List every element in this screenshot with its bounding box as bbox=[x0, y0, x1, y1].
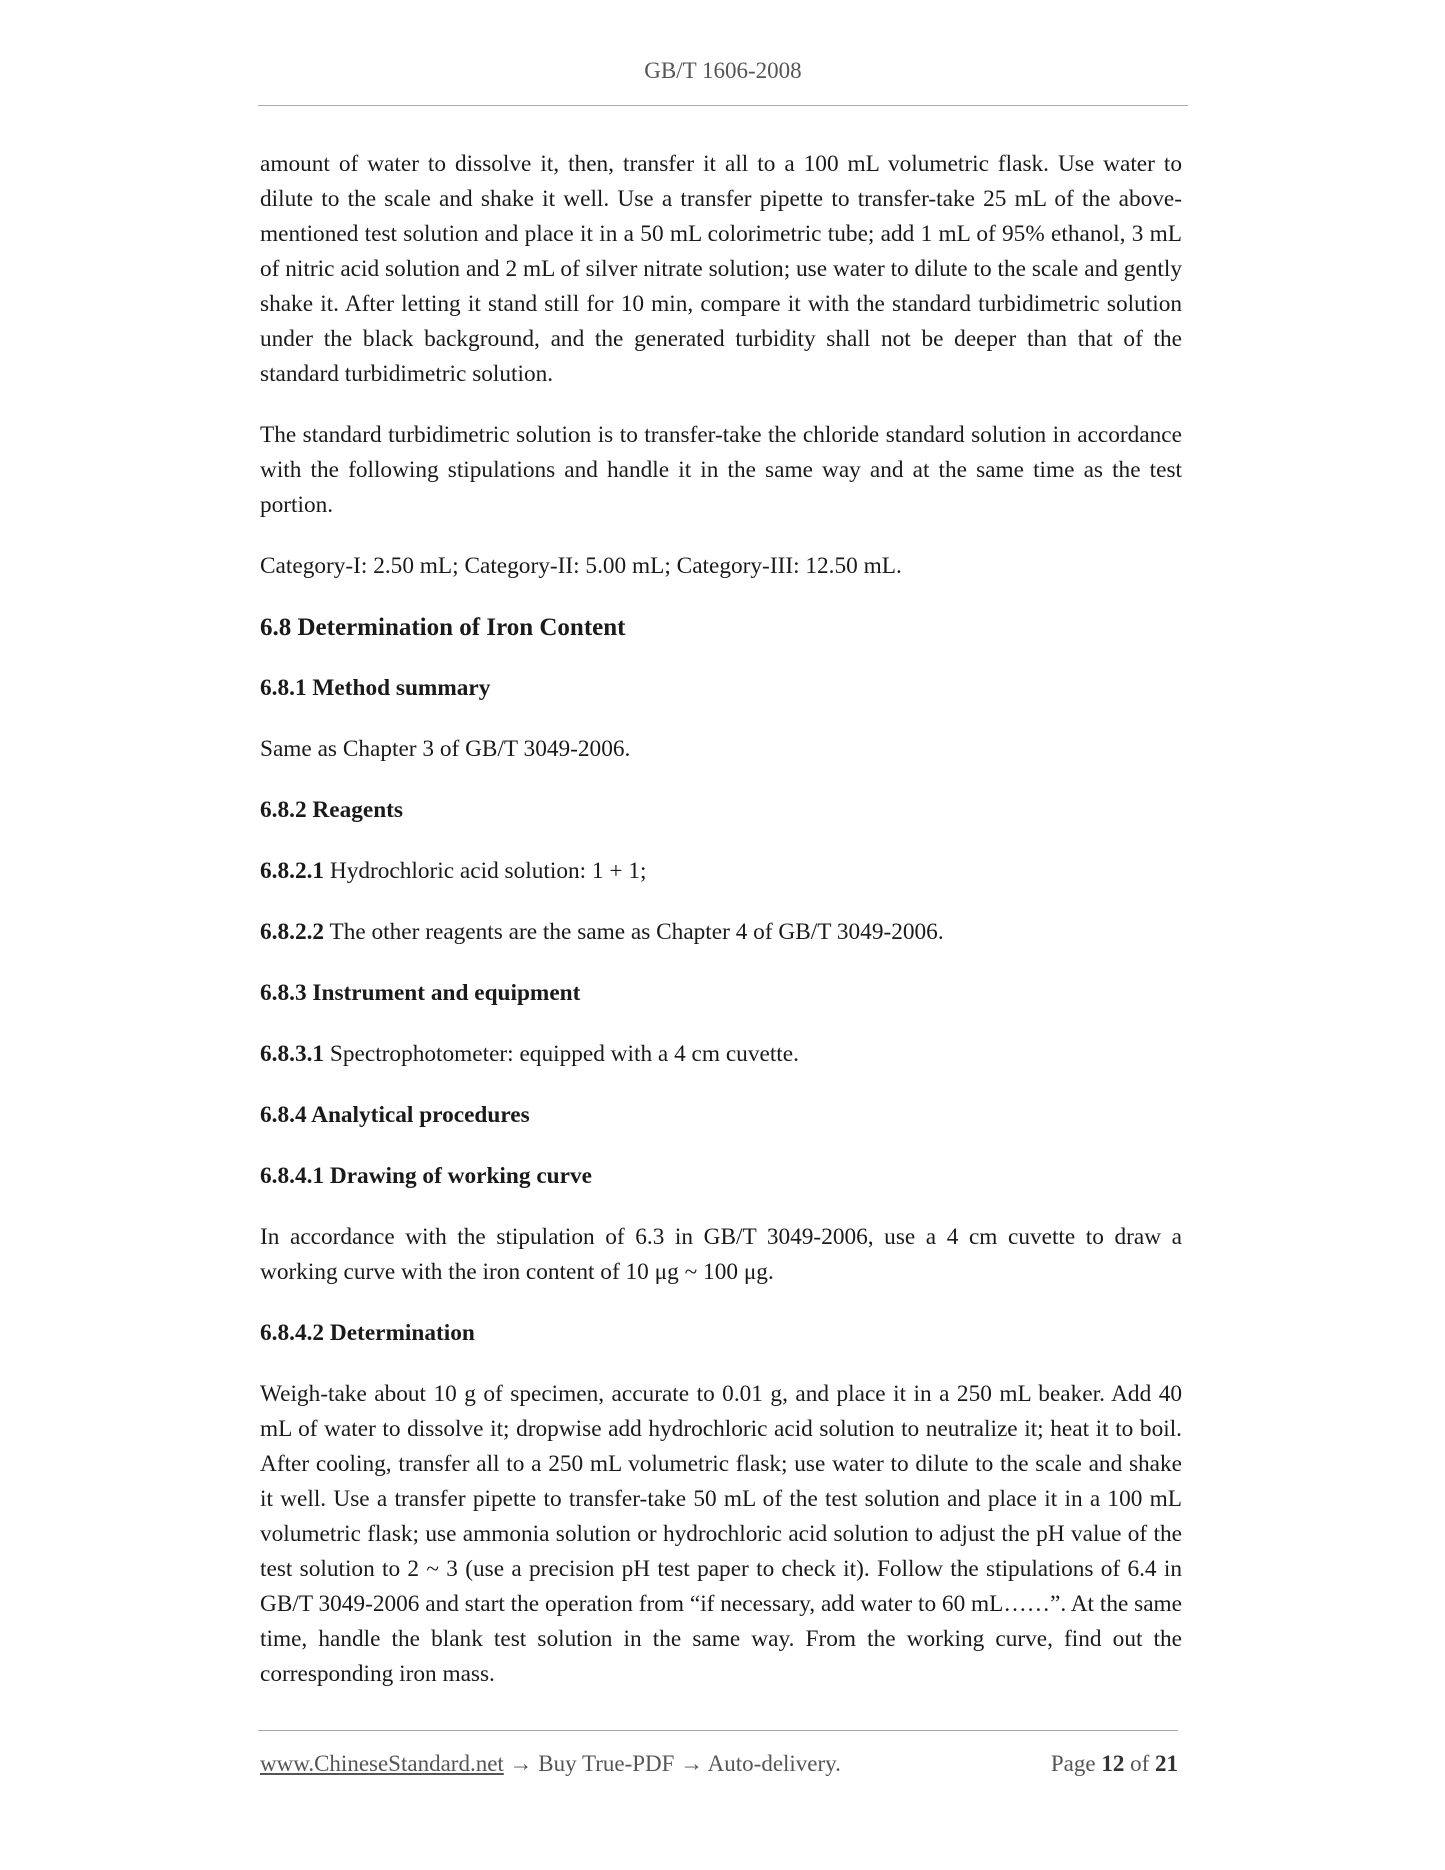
page-header-title: GB/T 1606-2008 bbox=[644, 58, 802, 83]
paragraph-standard-turbidimetric: The standard turbidimetric solution is to transfer-take the chloride standard solution in accordance with the following stipulations and handle it in the same way and at the same time as the test portion. bbox=[260, 422, 1182, 518]
paragraph-categories: Category-I: 2.50 mL; Category-II: 5.00 mL; Category-III: 12.50 mL. bbox=[260, 553, 902, 579]
clause-6-8-3-1 bbox=[260, 1037, 1182, 1072]
page-number-indicator bbox=[1051, 1751, 1178, 1777]
subsection-heading-6-8-2: 6.8.2 Reagents bbox=[260, 797, 404, 823]
footer-website-link[interactable]: www.ChineseStandard.net bbox=[260, 1751, 504, 1776]
page-content bbox=[260, 147, 1182, 1718]
paragraph-working-curve: In accordance with the stipulation of 6.3 in GB/T 3049-2006, use a 4 cm cuvette to draw a working curve with the iron content of 10 μg ~ 100 μg. bbox=[260, 1224, 1182, 1285]
section-heading-6-8: 6.8 Determination of Iron Content bbox=[260, 614, 626, 641]
footer-divider bbox=[258, 1730, 1178, 1731]
paragraph-method-summary: Same as Chapter 3 of GB/T 3049-2006. bbox=[260, 736, 631, 762]
clause-number: 6.8.2.1 bbox=[260, 858, 325, 884]
page-total: 21 bbox=[1155, 1751, 1178, 1776]
subsection-heading-6-8-1: 6.8.1 Method summary bbox=[260, 675, 491, 701]
header-divider bbox=[258, 105, 1188, 106]
footer-tagline: → Buy True-PDF → Auto-delivery. bbox=[503, 1751, 841, 1776]
clause-6-8-2-2 bbox=[260, 915, 1182, 950]
subsection-heading-6-8-4: 6.8.4 Analytical procedures bbox=[260, 1102, 530, 1128]
clause-text: Spectrophotometer: equipped with a 4 cm cuvette. bbox=[324, 1041, 799, 1067]
clause-text: Hydrochloric acid solution: 1 + 1; bbox=[324, 858, 647, 884]
clause-number: 6.8.3.1 bbox=[260, 1041, 325, 1067]
clause-6-8-2-1 bbox=[260, 854, 1182, 889]
page-of-label: of bbox=[1124, 1751, 1155, 1776]
clause-number: 6.8.2.2 bbox=[260, 919, 325, 945]
paragraph-continuation: amount of water to dissolve it, then, transfer it all to a 100 mL volumetric flask. Use water to dilute to the scale and shake it well. Use a transfer pipette to transfer-take 25 mL of the above-mentioned test solution and place it in a 50 mL colorimetric tube; add 1 mL of 95% ethanol, 3 mL of nitric acid solution and 2 mL of silver nitrate solution; use water to dilute to the scale and gently shake it. After letting it stand still for 10 min, compare it with the standard turbidimetric solution under the black background, and the generated turbidity shall not be deeper than that of the standard turbidimetric solution. bbox=[260, 151, 1182, 387]
subsection-heading-6-8-4-2: 6.8.4.2 Determination bbox=[260, 1320, 475, 1346]
page-footer bbox=[260, 1751, 1178, 1777]
page-label: Page bbox=[1050, 1751, 1102, 1776]
paragraph-determination: Weigh-take about 10 g of specimen, accurate to 0.01 g, and place it in a 250 mL beaker. Add 40 mL of water to dissolve it; dropwise add hydrochloric acid solution to neutralize it; heat it to boil. After cooling, transfer all to a 250 mL volumetric flask; use water to dilute to the scale and shake it well. Use a transfer pipette to transfer-take 50 mL of the test solution and place it in a 100 mL volumetric flask; use ammonia solution or hydrochloric acid solution to adjust the pH value of the test solution to 2 ~ 3 (use a precision pH test paper to check it). Follow the stipulations of 6.4 in GB/T 3049-2006 and start the operation from “if necessary, add water to 60 mL……”. At the same time, handle the blank test solution in the same way. From the working curve, find out the corresponding iron mass. bbox=[260, 1381, 1182, 1687]
subsection-heading-6-8-4-1: 6.8.4.1 Drawing of working curve bbox=[260, 1163, 592, 1189]
clause-text: The other reagents are the same as Chapter 4 of GB/T 3049-2006. bbox=[324, 919, 944, 945]
page-current: 12 bbox=[1101, 1751, 1125, 1776]
subsection-heading-6-8-3: 6.8.3 Instrument and equipment bbox=[260, 980, 581, 1006]
